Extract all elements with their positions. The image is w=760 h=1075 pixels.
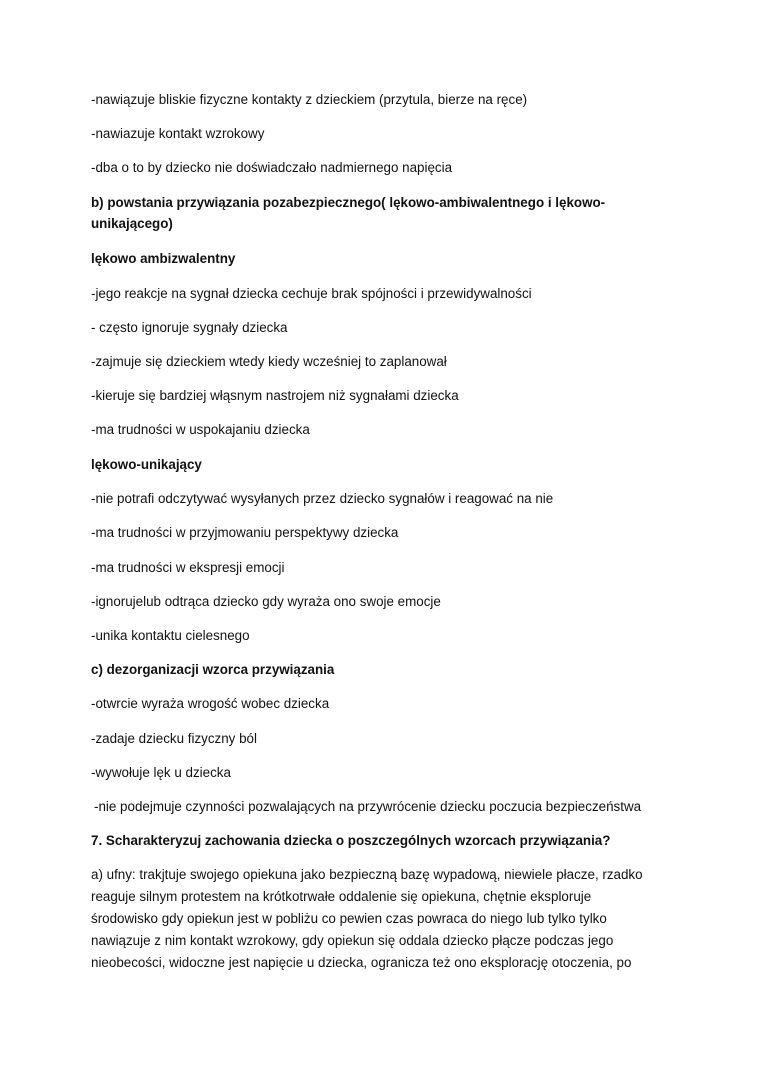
text-line: -ma trudności w ekspresji emocji bbox=[91, 560, 285, 575]
text-line: -kieruje się bardziej włąsnym nastrojem niż sygnałami dziecka bbox=[91, 388, 459, 403]
text-line: -zajmuje się dzieckiem wtedy kiedy wcześniej to zaplanował bbox=[91, 354, 447, 369]
text-line: -ma trudności w przyjmowaniu perspektywy dziecka bbox=[91, 525, 399, 540]
text-line: -zadaje dziecku fizyczny ból bbox=[91, 731, 257, 746]
paragraph-line: nawiązuje z nim kontakt wzrokowy, gdy opiekun się oddala dziecko płącze podczas jego bbox=[91, 933, 614, 948]
text-line: -dba o to by dziecko nie doświadczało nadmiernego napięcia bbox=[91, 160, 453, 175]
text-line: -ma trudności w uspokajaniu dziecka bbox=[91, 422, 310, 437]
section-heading: c) dezorganizacji wzorca przywiązania bbox=[91, 662, 335, 677]
text-line: - często ignoruje sygnały dziecka bbox=[91, 320, 288, 335]
text-line: -nie potrafi odczytywać wysyłanych przez dziecko sygnałów i reagować na nie bbox=[91, 491, 554, 506]
text-line: -jego reakcje na sygnał dziecka cechuje brak spójności i przewidywalności bbox=[91, 286, 532, 301]
text-line: -wywołuje lęk u dziecka bbox=[91, 765, 231, 780]
section-heading: b) powstania przywiązania pozabezpiecznego( lękowo-ambiwalentnego i lękowo- bbox=[91, 195, 606, 210]
subheading: lękowo ambizwalentny bbox=[91, 251, 236, 266]
paragraph-line: nieobecości, widoczne jest napięcie u dziecka, ogranicza też ono eksplorację otoczenia, po bbox=[91, 955, 632, 970]
text-line: -nawiazuje kontakt wzrokowy bbox=[91, 126, 265, 141]
text-line: -otwrcie wyraża wrogość wobec dziecka bbox=[91, 696, 330, 711]
section-heading-cont: unikającego) bbox=[91, 216, 173, 231]
paragraph-line: a) ufny: trakjtuje swojego opiekuna jako bezpieczną bazę wypadową, niewiele płacze, rzadko bbox=[91, 867, 643, 882]
text-line: -ignorujelub odtrąca dziecko gdy wyraża ono swoje emocje bbox=[91, 594, 441, 609]
text-line: -unika kontaktu cielesnego bbox=[91, 628, 250, 643]
paragraph-line: reaguje silnym protestem na krótkotrwałe oddalenie się opiekuna, chętnie eksploruje bbox=[91, 889, 592, 904]
subheading: lękowo-unikający bbox=[91, 457, 202, 472]
text-line: -nie podejmuje czynności pozwalających na przywrócenie dziecku poczucia bezpieczeństwa bbox=[94, 799, 642, 814]
text-line: -nawiązuje bliskie fizyczne kontakty z dzieckiem (przytula, bierze na ręce) bbox=[91, 92, 528, 107]
question-heading: 7. Scharakteryzuj zachowania dziecka o poszczególnych wzorcach przywiązania? bbox=[91, 833, 611, 848]
paragraph-line: środowisko gdy opiekun jest w pobliżu co pewien czas powraca do niego lub tylko tylko bbox=[91, 911, 607, 926]
